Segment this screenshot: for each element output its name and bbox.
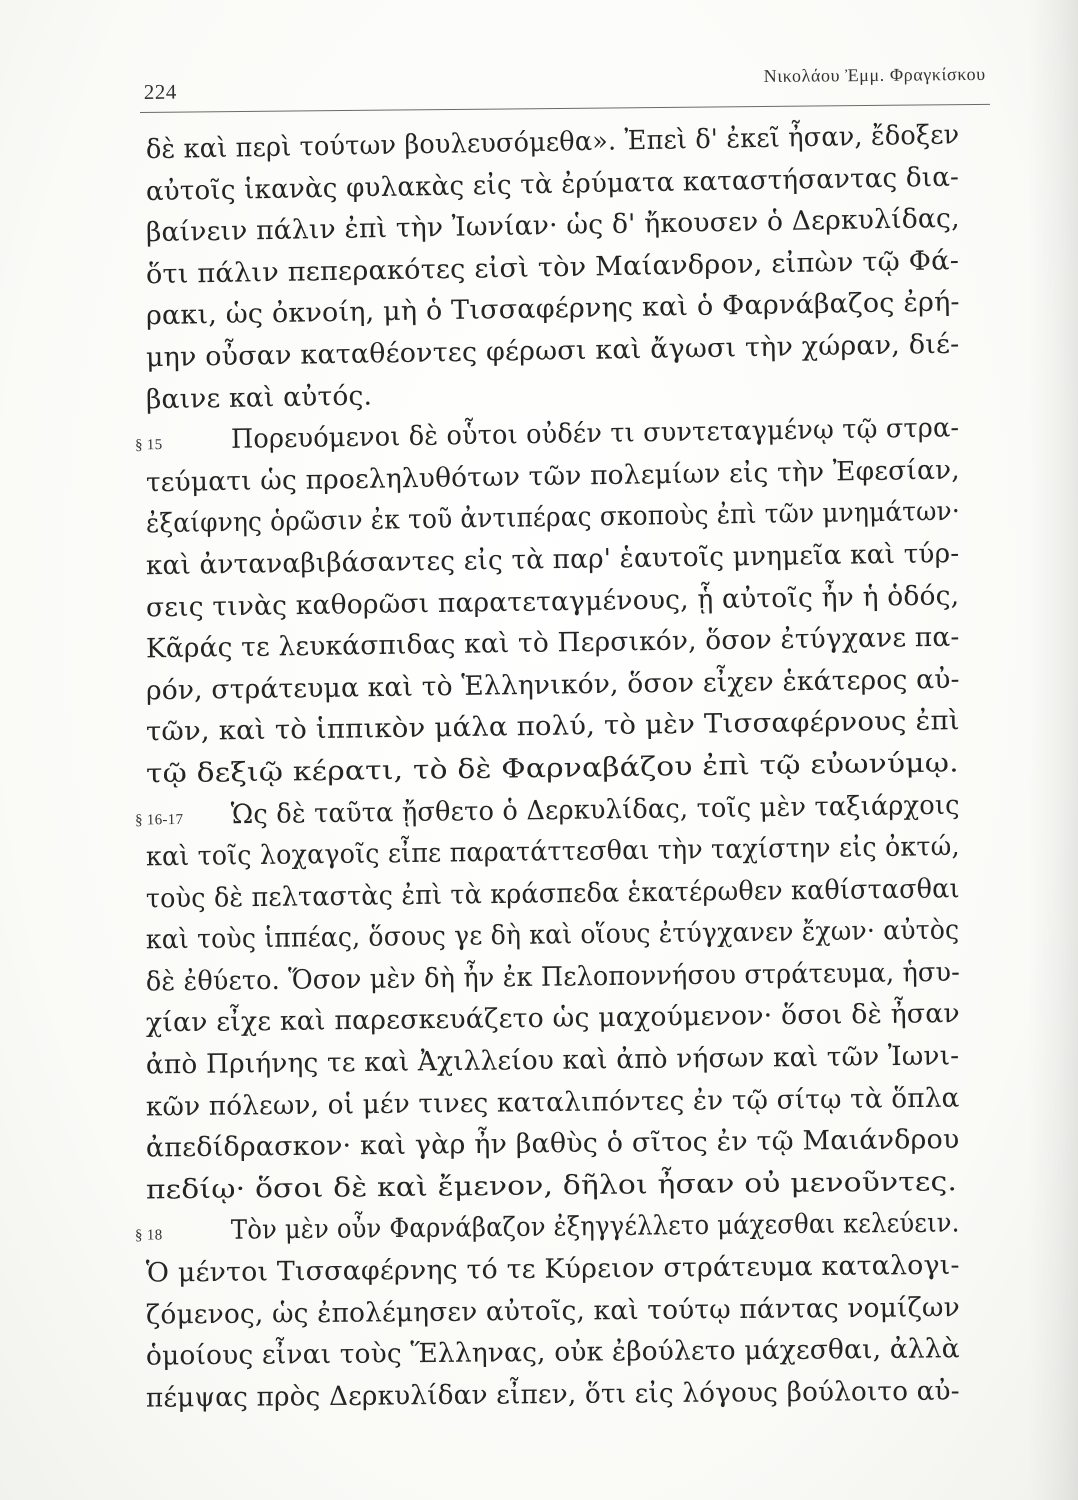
section-marker: § 15: [134, 437, 163, 454]
line-text: Κᾶράς τε λευκάσπιδας καὶ τὸ Περσικόν, ὅσον ἐτύγχανε πα-: [145, 621, 960, 665]
line-text: κῶν πόλεων, οἱ μέν τινες καταλιπόντες ἐν τῷ σίτῳ τὰ ὅπλα: [145, 1082, 960, 1123]
line-text: Ὡς δὲ ταῦτα ᾔσθετο ὁ Δερκυλίδας, τοῖς μὲν ταξιάρχοις: [230, 789, 960, 830]
line-text: σεις τινὰς καθορῶσι παρατεταγμένους, ᾗ αὐτοῖς ἦν ἡ ὁδός,: [145, 579, 960, 623]
text-line: [100, 1373, 1030, 1423]
line-text: ρόν, στράτευμα καὶ τὸ Ἑλληνικόν, ὅσον εἶχεν ἑκάτερος αὐ-: [145, 663, 960, 707]
line-text: Τὸν μὲν οὖν Φαρνάβαζον ἐξηγγέλλετο μάχεσθαι κελεύειν.: [230, 1207, 960, 1247]
line-text: ὅτι πάλιν πεπερακότες εἰσὶ τὸν Μαίανδρον, εἰπὼν τῷ Φά-: [145, 244, 960, 290]
section-marker: § 18: [134, 1227, 163, 1245]
page-number: 224: [143, 79, 177, 104]
line-text: δὲ καὶ περὶ τούτων βουλευσόμεθα». Ἐπεὶ δ' ἐκεῖ ἦσαν, ἔδοξεν: [145, 119, 960, 166]
line-text: τῷ δεξιῷ κέρατι, τὸ δὲ Φαρναβάζου ἐπὶ τῷ εὐωνύμῳ.: [145, 747, 960, 790]
running-head: Νικολάου Ἐμμ. Φραγκίσκου: [763, 63, 986, 87]
line-text: καὶ τοὺς ἱππέας, ὅσους γε δὴ καὶ οἵους ἐτύγχανεν ἔχων· αὐτὸς: [145, 914, 960, 956]
line-text: ρακι, ὡς ὀκνοίη, μὴ ὁ Τισσαφέρνης καὶ ὁ Φαρνάβαζος ἐρή-: [145, 286, 960, 332]
line-text: καὶ ἀνταναβιβάσαντες εἰς τὰ παρ' ἑαυτοῖς μνημεῖα καὶ τύρ-: [145, 537, 960, 582]
section-marker: § 16-17: [134, 811, 184, 829]
line-text: ἐξαίφνης ὁρῶσιν ἐκ τοῦ ἀντιπέρας σκοποὺς ἐπὶ τῶν μνημάτων·: [145, 496, 961, 540]
line-text: βαίνειν πάλιν ἐπὶ τὴν Ἰωνίαν· ὡς δ' ἤκουσεν ὁ Δερκυλίδας,: [145, 202, 960, 249]
page-header: [140, 60, 990, 113]
line-text: πεδίῳ· ὅσοι δὲ καὶ ἔμενον, δῆλοι ἦσαν οὐ μενοῦντες.: [145, 1165, 958, 1206]
line-text: καὶ τοῖς λοχαγοῖς εἶπε παρατάττεσθαι τὴν ταχίστην εἰς ὀκτώ,: [145, 831, 960, 873]
line-text: δὲ ἐθύετο. Ὅσον μὲν δὴ ἦν ἐκ Πελοποννήσου στράτευμα, ἡσυ-: [145, 956, 961, 998]
line-text: ἀπὸ Πριήνης τε καὶ Ἀχιλλείου καὶ ἀπὸ νήσων καὶ τῶν Ἰωνι-: [145, 1040, 960, 1081]
line-text: μην οὖσαν καταθέοντες φέρωσι καὶ ἄγωσι τὴν χώραν, διέ-: [145, 328, 960, 374]
line-text: Ὁ μέντοι Τισσαφέρνης τό τε Κύρειον στράτευμα καταλογι-: [145, 1249, 960, 1289]
line-text: τεύματι ὡς προεληλυθότων τῶν πολεμίων εἰς τὴν Ἐφεσίαν,: [145, 454, 961, 499]
line-text: ὁμοίους εἶναι τοὺς Ἕλληνας, οὐκ ἐβούλετο μάχεσθαι, ἀλλὰ: [145, 1333, 960, 1372]
line-text: χίαν εἶχε καὶ παρεσκευάζετο ὡς μαχούμενον· ὅσοι δὲ ἦσαν: [145, 998, 961, 1039]
line-text: ἀπεδίδρασκον· καὶ γὰρ ἦν βαθὺς ὁ σῖτος ἐν τῷ Μαιάνδρου: [145, 1124, 960, 1164]
line-text: Πορευόμενοι δὲ οὗτοι οὐδέν τι συντεταγμένῳ τῷ στρα-: [230, 412, 960, 456]
line-text: τῶν, καὶ τὸ ἱππικὸν μάλα πολύ, τὸ μὲν Τισσαφέρνους ἐπὶ: [145, 705, 960, 748]
line-text: πέμψας πρὸς Δερκυλίδαν εἶπεν, ὅτι εἰς λόγους βούλοιτο αὐ-: [145, 1375, 960, 1414]
line-text: αὐτοῖς ἱκανὰς φυλακὰς εἰς τὰ ἐρύματα καταστήσαντας δια-: [145, 161, 960, 207]
body-text: [100, 119, 1030, 1422]
line-text: βαινε καὶ αὐτός.: [145, 380, 373, 415]
page-shadow: [1028, 0, 1078, 1500]
line-text: τοὺς δὲ πελταστὰς ἐπὶ τὰ κράσπεδα ἑκατέρωθεν καθίστασθαι: [145, 872, 960, 915]
line-text: ζόμενος, ὡς ἐπολέμησεν αὐτοῖς, καὶ τούτῳ πάντας νομίζων: [145, 1291, 961, 1331]
